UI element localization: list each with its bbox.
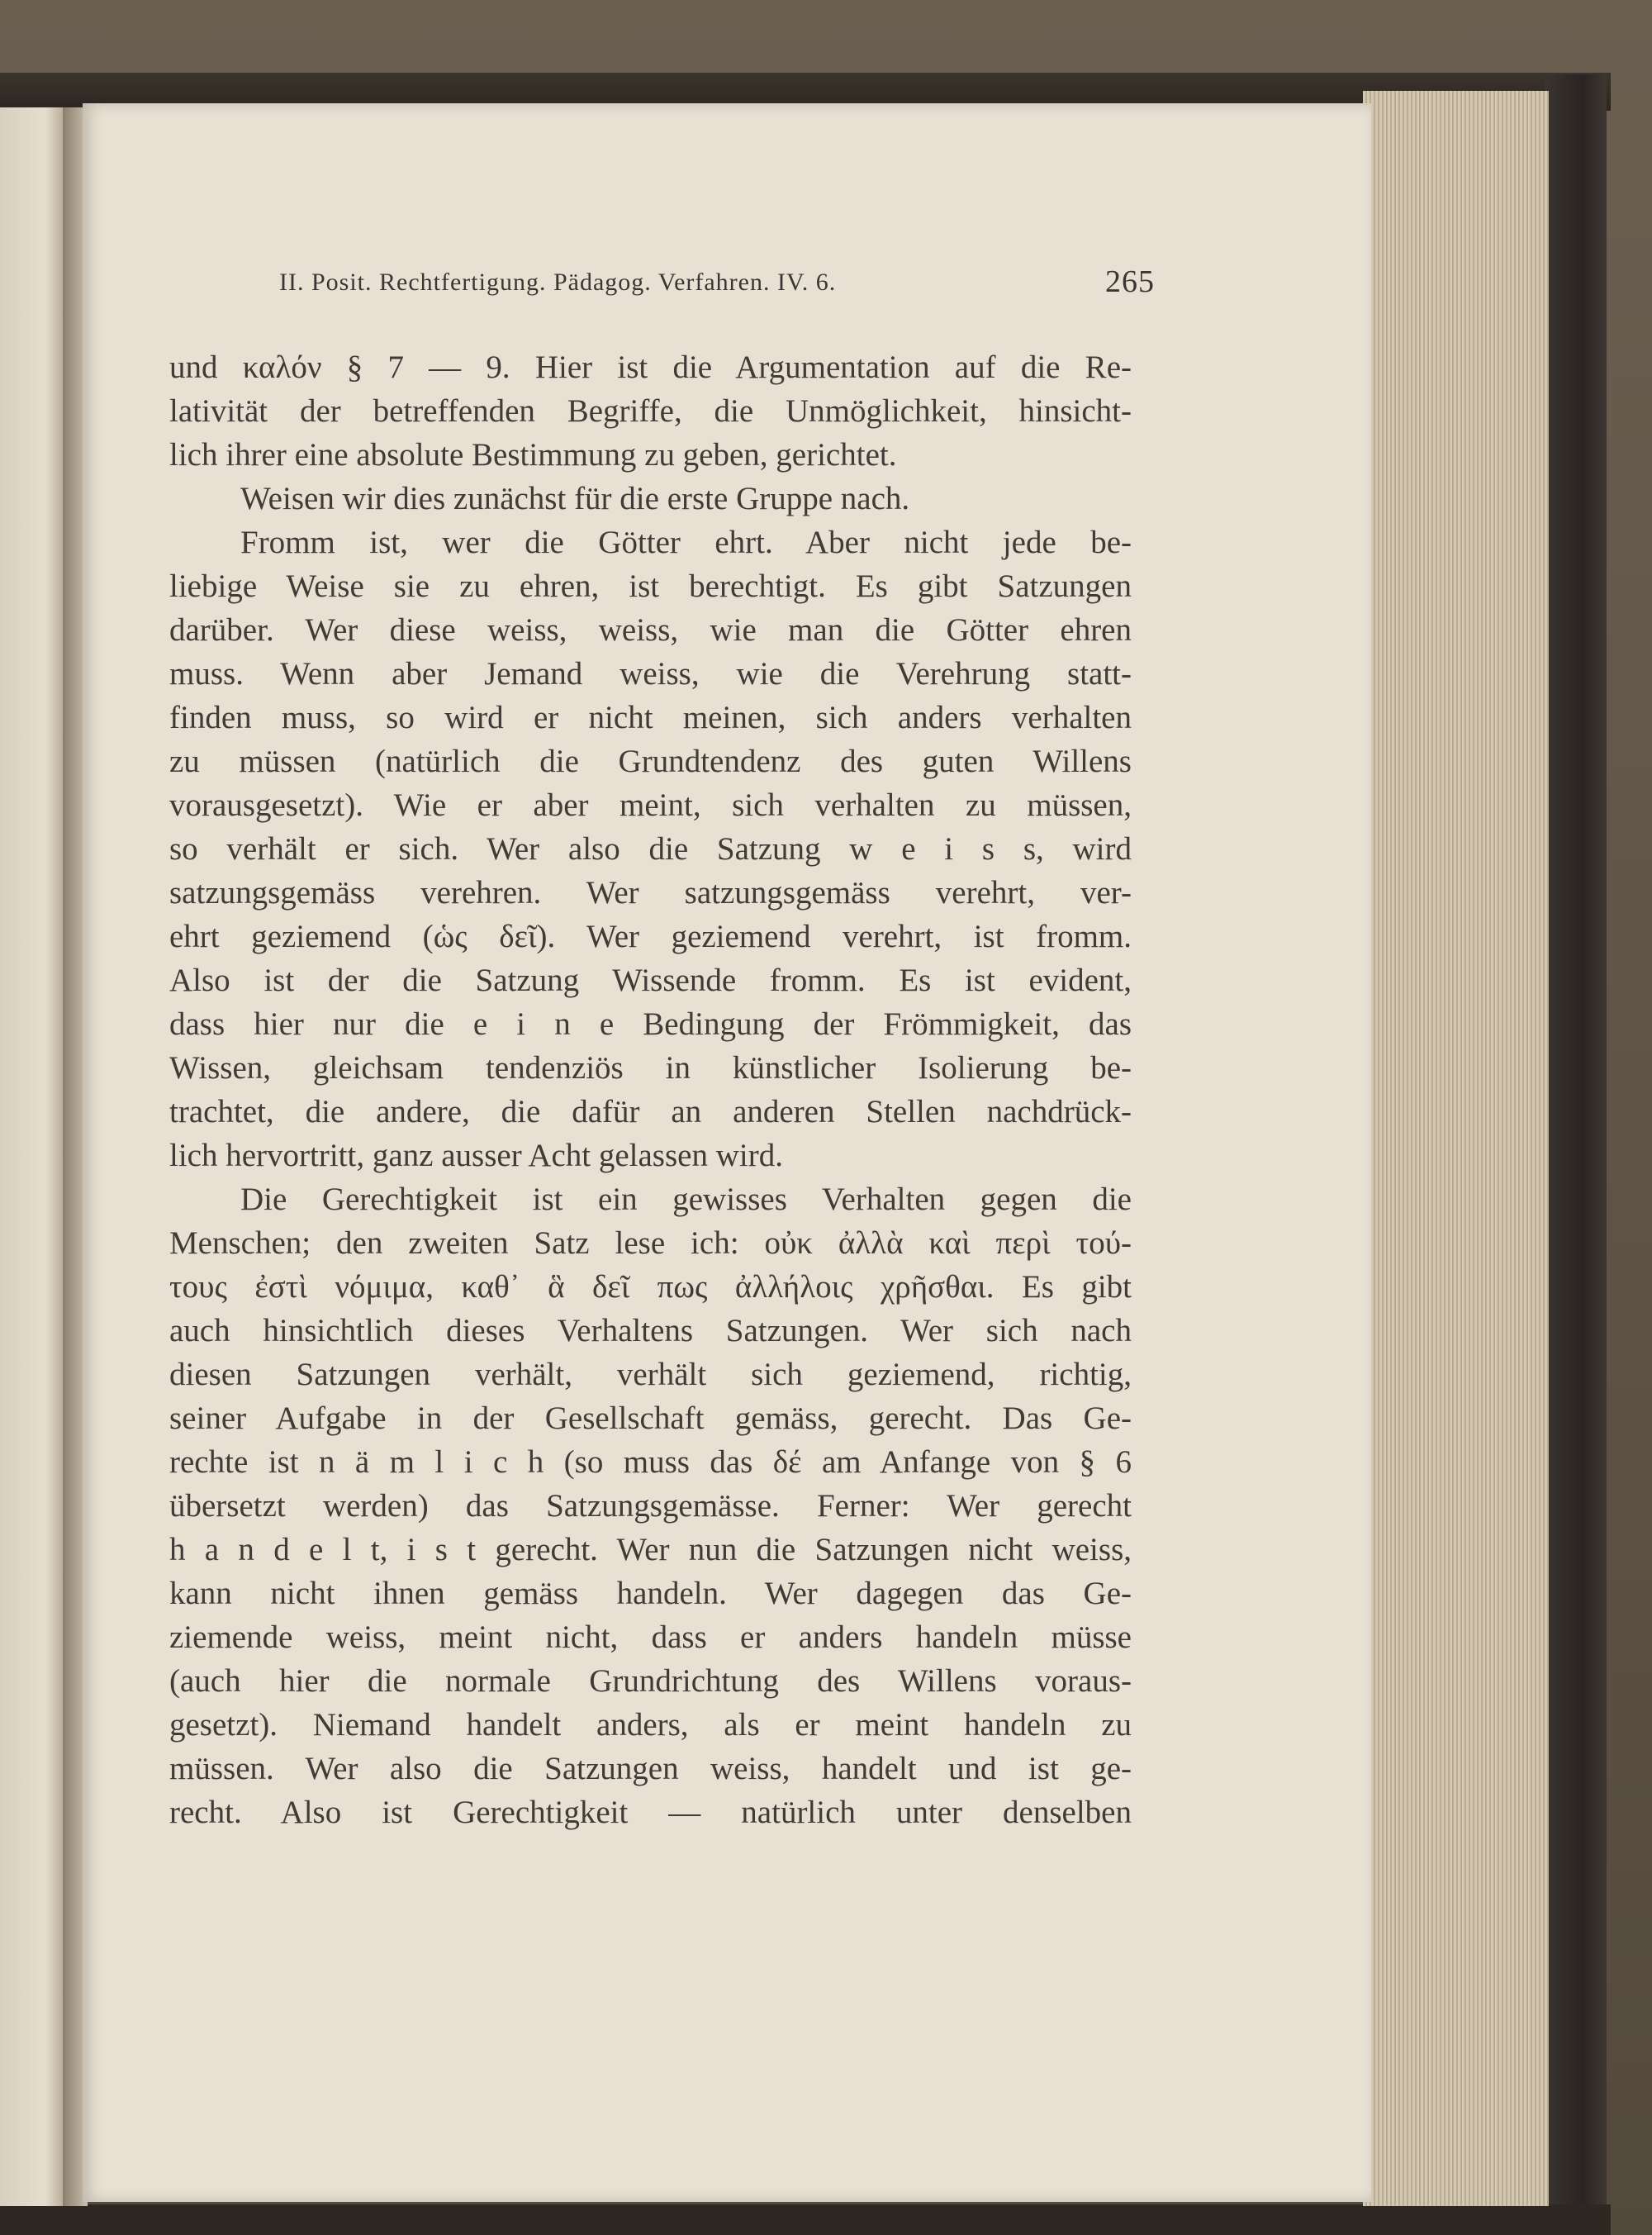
text-line: rechte ist n ä m l i c h (so muss das δέ am Anfange von § 6: [169, 1444, 1132, 1480]
text-line: trachtet, die andere, die dafür an anderen Stellen nachdrück-: [169, 1094, 1132, 1129]
text-line: Menschen; den zweiten Satz lese ich: οὐκ ἀλλὰ καὶ περὶ τού-: [169, 1225, 1132, 1261]
text-line: zu müssen (natürlich die Grundtendenz des guten Willens: [169, 744, 1132, 779]
text-line: Wissen, gleichsam tendenziös in künstlicher Isolierung be-: [169, 1050, 1132, 1086]
page-header: [279, 264, 1155, 310]
text-line: recht. Also ist Gerechtigkeit — natürlich unter denselben: [169, 1795, 1132, 1830]
text-line: gesetzt). Niemand handelt anders, als er meint handeln zu: [169, 1707, 1132, 1743]
book-cover-right: [1545, 74, 1607, 2206]
text-line: lich ihrer eine absolute Bestimmung zu geben, gerichtet.: [169, 437, 897, 473]
text-line: Also ist der die Satzung Wissende fromm. Es ist evident,: [169, 963, 1132, 998]
text-line: dass hier nur die e i n e Bedingung der Frömmigkeit, das: [169, 1006, 1132, 1042]
text-line: und καλόν § 7 — 9. Hier ist die Argumentation auf die Re-: [169, 350, 1132, 385]
text-line: auch hinsichtlich dieses Verhaltens Satzungen. Wer sich nach: [169, 1313, 1132, 1348]
text-line: Weisen wir dies zunächst für die erste Gruppe nach.: [240, 481, 910, 516]
text-line: Fromm ist, wer die Götter ehrt. Aber nicht jede be-: [240, 525, 1132, 560]
page-edges: [1363, 91, 1549, 2206]
text-line: vorausgesetzt). Wie er aber meint, sich verhalten zu müssen,: [169, 787, 1132, 823]
text-line: übersetzt werden) das Satzungsgemässe. Ferner: Wer gerecht: [169, 1488, 1132, 1524]
text-line: τους ἐστὶ νόμιμα, καθ᾽ ἃ δεῖ πως ἀλλήλοις χρῆσθαι. Es gibt: [169, 1269, 1132, 1305]
text-line: kann nicht ihnen gemäss handeln. Wer dagegen das Ge-: [169, 1576, 1132, 1611]
text-line: Die Gerechtigkeit ist ein gewisses Verhalten gegen die: [240, 1182, 1132, 1217]
running-head: II. Posit. Rechtfertigung. Pädagog. Verfahren. IV. 6.: [279, 269, 837, 296]
text-line: finden muss, so wird er nicht meinen, sich anders verhalten: [169, 700, 1132, 735]
left-page-edge: [0, 107, 64, 2206]
text-line: satzungsgemäss verehren. Wer satzungsgemäss verehrt, ver-: [169, 875, 1132, 911]
book-cover-bottom: [0, 2204, 1611, 2235]
text-line: diesen Satzungen verhält, verhält sich geziemend, richtig,: [169, 1357, 1132, 1392]
page-number: 265: [1105, 264, 1155, 299]
text-line: so verhält er sich. Wer also die Satzung w e i s s, wird: [169, 831, 1132, 867]
text-line: seiner Aufgabe in der Gesellschaft gemäss, gerecht. Das Ge-: [169, 1400, 1132, 1436]
text-line: ziemende weiss, meint nicht, dass er anders handeln müsse: [169, 1619, 1132, 1655]
text-line: lich hervortritt, ganz ausser Acht gelassen wird.: [169, 1138, 783, 1173]
text-line: (auch hier die normale Grundrichtung des Willens voraus-: [169, 1663, 1132, 1699]
text-line: liebige Weise sie zu ehren, ist berechtigt. Es gibt Satzungen: [169, 568, 1132, 604]
text-line: ehrt geziemend (ὡς δεῖ). Wer geziemend verehrt, ist fromm.: [169, 919, 1132, 954]
text-line: h a n d e l t, i s t gerecht. Wer nun die Satzungen nicht weiss,: [169, 1532, 1132, 1567]
text-line: lativität der betreffenden Begriffe, die Unmöglichkeit, hinsicht-: [169, 393, 1132, 429]
text-line: darüber. Wer diese weiss, weiss, wie man die Götter ehren: [169, 612, 1132, 648]
body-text: [169, 345, 1132, 1834]
text-line: muss. Wenn aber Jemand weiss, wie die Verehrung statt-: [169, 656, 1132, 692]
text-line: müssen. Wer also die Satzungen weiss, handelt und ist ge-: [169, 1751, 1132, 1786]
